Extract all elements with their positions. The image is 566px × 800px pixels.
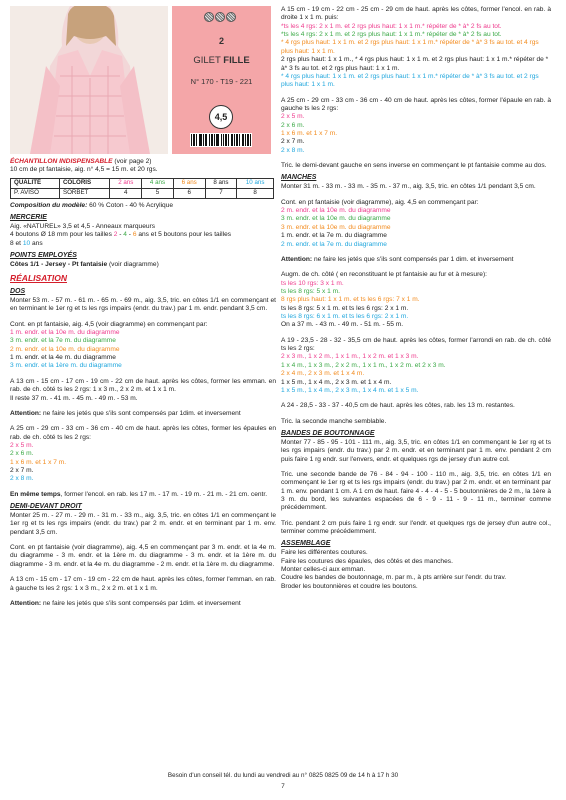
cap-size-4: 1 x 4 m., 1 x 3 m., 2 x 2 m., 1 x 1 m., 1 x 2 m. et 2 x 3 m.: [281, 361, 446, 369]
dos-shoulder-10: 2 x 8 m.: [10, 475, 34, 483]
barcode-bar: [221, 134, 222, 146]
cap-size-8: 1 x 5 m., 1 x 4 m., 2 x 3 m. et 1 x 4 m.: [281, 378, 392, 386]
m3a: 8: [10, 239, 14, 247]
sleeve-increases: Augm. de ch. côté ( en reconstituant le pt fantaisie au fur et à mesure):: [281, 271, 487, 279]
barcode-bar: [245, 134, 246, 146]
barcode-bar: [218, 134, 219, 146]
th-size-6: 6 ans: [173, 178, 205, 188]
barcode-bar: [243, 134, 244, 146]
page-number: 7: [281, 783, 285, 790]
barcode-bar: [191, 134, 192, 146]
ddroit-attention: [10, 600, 276, 608]
left-front-note: Tric. le demi-devant gauche en sens inverse en commençant le pt fantaisie comme au dos.: [281, 162, 547, 170]
left-column: [10, 158, 276, 608]
quality-table-row: [11, 188, 274, 198]
card-title: [172, 55, 271, 67]
dos-shoulder-2: 2 x 5 m.: [10, 441, 34, 449]
right-shoulder: A 25 cm - 29 cm - 33 cm - 36 cm - 40 cm de haut. après les côtes, former l'épaule en rab. à gauche ts les 2 rgs:: [281, 96, 551, 112]
dos-size-8: 1 m. endr. et la 4e m. du diagramme: [10, 354, 116, 362]
dos-size-4: 3 m. endr. et la 7e m. du diagramme: [10, 337, 116, 345]
assembly-3: Monter celles-ci aux emman.: [281, 566, 366, 574]
m2g: ans et 5 boutons pour les tailles: [136, 231, 232, 239]
band-3: Tric. pendant 2 cm puis faire 1 rg endr. sur l'endr. et quelques rgs de jersey d'un autre col., terminer comme précédemment.: [281, 519, 551, 536]
cap-size-10: 1 x 5 m., 1 x 4 m., 2 x 3 m., 1 x 4 m. et 1 x 5 m.: [281, 386, 419, 394]
sleeve-size-2: 2 m. endr. et la 10e m. du diagramme: [281, 207, 391, 215]
inc-size-2: ts les 10 rgs: 3 x 1 m.: [281, 279, 344, 287]
quality-table: [10, 178, 274, 199]
td-coloris: SORBET: [59, 188, 109, 198]
dos-attention-text: ne faire les jetés que s'ils sont compensés par 1dim. et inversement: [41, 409, 241, 417]
dos-attention-label: Attention:: [10, 409, 42, 417]
sleeve-size-8: 1 m. endr. et la 7e m. du diagramme: [281, 232, 387, 240]
yarn-ball-icon: [204, 12, 214, 22]
rs-size-4: 2 x 6 m.: [281, 121, 305, 129]
band-1: Monter 77 - 85 - 95 - 101 - 111 m., aig. 3,5, tric. en côtes 1/1 en commençant le 1er rg et ts les rgs impairs (endr. du trav.) par 2 m. endr. et en terminant par 1 m. env. pendant 2 cm puis faire 1 rg endr. sur l'envers, endr. et quelques rgs de jersey d'un autre col.: [281, 438, 551, 463]
ddroit-pattern: Cont. en pt fantaisie (voir diagramme), aig. 4,5 en commençant par 3 m. endr. et la 4e m. du diagramme - 3 m. endr. et la 1ère m. du diagramme - 3 m. endr. et la 1ère m. du diagramme - 3 m. endr. et la 4e m. du diagramme - 2 m. endr. et la 1ère m. du diagramme.: [10, 544, 276, 568]
sleeve-bind-off: A 24 - 28,5 - 33 - 37 - 40,5 cm de haut. après les côtes, rab. les 13 m. restantes.: [281, 402, 515, 410]
bandes-heading: BANDES DE BOUTONNAGE: [281, 429, 375, 437]
points-note: (voir diagramme): [107, 260, 159, 268]
barcode-bar: [196, 134, 197, 146]
second-sleeve: Tric. la seconde manche semblable.: [281, 417, 387, 425]
echantillon-heading: ÉCHANTILLON INDISPENSABLE: [10, 158, 113, 165]
td-size-4: 5: [142, 188, 174, 198]
dos-shoulder-4: 2 x 6 m.: [10, 450, 34, 458]
td-size-6: 6: [173, 188, 205, 198]
dos-neckline: [10, 491, 276, 499]
needle-size-badge: 4,5: [209, 105, 233, 129]
neck-size-2: *ts les 4 rgs: 2 x 1 m. et 2 rgs plus haut: 1 x 1 m.* répéter de * à* 2 fs au tot.: [281, 22, 502, 30]
dos-cast-on: Monter 53 m. - 57 m. - 61 m. - 65 m. - 69 m., aig. 3,5, tric. en côtes 1/1 en commençant et en terminant le 1er rg et ts les rgs impairs (endr. du trav.) par 1 m. endr. pendant 3,5 cm.: [10, 296, 276, 313]
right-column: [281, 6, 551, 591]
th-coloris: COLORIS: [59, 178, 109, 188]
card-reference: N° 170 - T19 - 221: [190, 77, 253, 86]
realisation-heading: RÉALISATION: [10, 273, 67, 284]
m3d: ans: [30, 239, 43, 247]
points-heading: POINTS EMPLOYÉS: [10, 252, 77, 260]
quality-table-header: [11, 178, 274, 188]
rs-size-8: 2 x 7 m.: [281, 138, 305, 146]
dos-heading: DOS: [10, 288, 26, 296]
girl-cardigan-illustration: [10, 6, 168, 154]
barcode-bar: [201, 134, 202, 146]
barcode-bar: [223, 134, 224, 146]
yarn-ball-icon: [226, 12, 236, 22]
mercerie-heading: MERCERIE: [10, 214, 47, 222]
card-title-b: FILLE: [223, 55, 250, 66]
band-2: Tric. une seconde bande de 76 - 84 - 94 - 100 - 110 m., aig. 3,5, tric. en côtes 1/1 en commençant le 1er rg et ts les rgs impairs (endr. du trav.) par 2 m. endr. et en terminant par 1 m. env. pendant 1 cm. A 1 cm de haut. faire 4 - 4 - 4 - 5 - 5 boutonnières de 2 m., la 1ère à 3 m. du bord, les suivantes espacées de 6 - 9 - 11 - 9 - 11 m., terminer comme précédemment.: [281, 470, 551, 512]
card-title-a: GILET: [193, 55, 221, 66]
th-qualite: QUALITÉ: [11, 178, 60, 188]
barcode-bar: [234, 134, 235, 146]
composition: [10, 202, 276, 210]
dos-pattern-intro: Cont. en pt fantaisie, aig. 4,5 (voir diagramme) en commençant par:: [10, 320, 208, 328]
barcode-bar: [194, 134, 195, 146]
th-size-4: 4 ans: [142, 178, 174, 188]
th-size-10: 10 ans: [237, 178, 274, 188]
neck-size-10: * 4 rgs plus haut: 1 x 1 m. et 2 rgs plus haut: 1 x 1 m.* répéter de * à* 3 fs au tot. et 2 rgs plus haut: 1 x 1 m.: [281, 72, 539, 89]
barcode: [190, 133, 252, 147]
echantillon-note: (voir page 2): [112, 158, 152, 165]
rs-size-10: 2 x 8 m.: [281, 146, 305, 154]
footer-helpline: Besoin d'un conseil tél. du lundi au vendredi au n° 0825 0825 09 de 14 h à 17 h 30: [167, 772, 399, 779]
th-size-2: 2 ans: [110, 178, 142, 188]
yarn-ball-icon: [215, 12, 225, 22]
m2d: 4: [123, 231, 127, 239]
sleeve-size-6: 3 m. endr. et la 10e m. du diagramme: [281, 223, 391, 231]
neck-shaping: A 15 cm - 19 cm - 22 cm - 25 cm - 29 cm de haut. après les côtes, former l'encol. en rab. à droite 1 x 1 m. puis:: [281, 6, 551, 22]
m2c: -: [117, 231, 124, 239]
mercerie-line-1: Aig. «NATUREL» 3,5 et 4,5 - Anneaux marqueurs: [10, 222, 156, 230]
barcode-bar: [239, 134, 240, 146]
dos-neckline-text: , former l'encol. en rab. les 17 m. - 17 m. - 19 m. - 21 m. - 21 cm. centr.: [60, 490, 268, 498]
m3b: et: [13, 239, 23, 247]
assemblage-heading: ASSEMBLAGE: [281, 540, 331, 548]
sleeve-attention: [281, 256, 551, 264]
inc-size-6: 8 rgs plus haut: 1 x 1 m. et ts les 6 rgs: 7 x 1 m.: [281, 296, 420, 304]
echantillon-text: 10 cm de pt fantaisie, aig. n° 4,5 = 15 m. et 20 rgs.: [10, 166, 158, 174]
barcode-bar: [237, 134, 238, 146]
cap-size-2: 2 x 3 m., 1 x 2 m., 1 x 1 m., 1 x 2 m. et 1 x 3 m.: [281, 353, 419, 361]
barcode-bar: [232, 134, 233, 146]
td-qualite: P. AVISO: [11, 188, 60, 198]
th-size-8: 8 ans: [205, 178, 237, 188]
assembly-2: Faire les coutures des épaules, des côtés et des manches.: [281, 557, 453, 565]
ddroit-cast-on: Monter 25 m. - 27 m. - 29 m. - 31 m. - 33 m., aig. 3,5, tric. en côtes 1/1 en commençant le 1er rg et ts les rgs impairs (endr. du trav.) par 2 m. endr. et en terminant par 1 m. env. pendant 3,5 cm.: [10, 511, 276, 536]
cap-size-6: 2 x 4 m., 2 x 3 m. et 1 x 4 m.: [281, 370, 365, 378]
td-size-2: 4: [110, 188, 142, 198]
assembly-5: Broder les boutonnières et coudre les boutons.: [281, 582, 418, 590]
barcode-bar: [228, 134, 229, 146]
dos-size-2: 1 m. endr. et la 10e m. du diagramme: [10, 329, 120, 336]
ddroit-armhole: A 13 cm - 15 cm - 17 cm - 19 cm - 22 cm de haut. après les côtes, former l'emman. en rab. à gauche ts les 2 rgs: 1 x 3 m., 2 x 2 m. et 1 x 1 m.: [10, 576, 276, 592]
inc-size-4: ts les 8 rgs: 5 x 1 m.: [281, 287, 340, 295]
sleeve-total: On a 37 m. - 43 m. - 49 m. - 51 m. - 55 m.: [281, 321, 404, 329]
ddroit-attention-text: ne faire les jetés que s'ils sont compensés par 1dim. et inversement: [41, 599, 241, 607]
points-list: Côtes 1/1 - Jersey - Pt fantaisie: [10, 260, 108, 268]
m3c: 10: [22, 239, 31, 247]
dos-attention: [10, 410, 276, 418]
barcode-bar: [203, 134, 204, 146]
inc-size-8: ts les 8 rgs: 5 x 1 m. et ts les 6 rgs: 2 x 1 m.: [281, 304, 409, 312]
dos-shoulder-6: 1 x 6 m. et 1 x 7 m.: [10, 458, 67, 466]
neck-size-8: 2 rgs plus haut: 1 x 1 m., * 4 rgs plus haut: 1 x 1 m. et 2 rgs plus haut: 1 x 1 m.* répéter de * à* 3 fs au tot. et 2 rgs plus haut: 1 x 1 m.: [281, 56, 549, 72]
ddroit-attention-label: Attention:: [10, 599, 42, 607]
dos-size-6: 2 m. endr. et la 10e m. du diagramme: [10, 345, 120, 353]
dos-size-10: 3 m. endr. et la 1ère m. du diagramme: [10, 362, 122, 370]
td-size-10: 8: [237, 188, 274, 198]
td-size-8: 7: [205, 188, 237, 198]
assembly-1: Faire les différentes coutures.: [281, 549, 368, 557]
dos-shoulder-8: 2 x 7 m.: [10, 467, 34, 475]
sleeve-cap: A 19 - 23,5 - 28 - 32 - 35,5 cm de haut. après les côtes, former l'arrondi en rab. de ch. côté ts les 2 rgs:: [281, 336, 551, 353]
product-card: [172, 6, 271, 154]
card-number: 2: [218, 36, 224, 46]
sleeve-cast-on: Monter 31 m. - 33 m. - 33 m. - 35 m. - 37 m., aig. 3,5, tric. en côtes 1/1 pendant 3,5 cm.: [281, 183, 536, 191]
barcode-bar: [226, 134, 227, 146]
barcode-bar: [214, 134, 215, 146]
dos-remaining: Il reste 37 m. - 41 m. - 45 m. - 49 m. - 53 m.: [10, 394, 138, 402]
sleeve-attention-text: ne faire les jetés que s'ils sont compensés par 1 dim. et inversement: [312, 255, 514, 263]
m2b: 2: [113, 231, 118, 239]
dos-same-time: En même temps: [10, 490, 61, 498]
m2f: 6: [132, 231, 137, 239]
sleeve-attention-label: Attention:: [281, 255, 313, 263]
points-text: [10, 261, 276, 269]
barcode-bar: [248, 134, 249, 146]
composition-text: 60 % Coton - 40 % Acrylique: [87, 201, 174, 209]
barcode-bar: [206, 134, 207, 146]
rs-size-6: 1 x 6 m. et 1 x 7 m.: [281, 130, 338, 138]
mercerie-line-2: [10, 231, 276, 239]
composition-heading: Composition du modèle:: [10, 201, 88, 209]
rs-size-2: 2 x 5 m.: [281, 113, 305, 121]
neck-size-4: *ts les 4 rgs: 2 x 1 m. et 2 rgs plus haut: 1 x 1 m.* répéter de * à* 2 fs au tot.: [281, 31, 502, 39]
neck-size-6: * 4 rgs plus haut: 1 x 1 m. et 2 rgs plus haut: 1 x 1 m.* répéter de * à* 3 fs au tot. et 4 rgs plus haut: 1 x 1 m.: [281, 39, 539, 55]
model-photo: [10, 6, 168, 154]
m2a: 4 boutons Ø 18 mm pour les tailles: [10, 231, 114, 239]
dos-armhole: A 13 cm - 15 cm - 17 cm - 19 cm - 22 cm de haut. après les côtes, former les emman. en rab. de ch. côté ts les 2 rgs: 1 x 3 m., 2 x 2 m. et 1 x 1 m.: [10, 377, 276, 394]
sleeve-size-4: 3 m. endr. et la 10e m. du diagramme: [281, 215, 391, 223]
demi-devant-droit-heading: DEMI-DEVANT DROIT: [10, 503, 82, 511]
mercerie-line-3: [10, 240, 276, 248]
barcode-bar: [212, 134, 213, 146]
inc-size-10: ts les 8 rgs: 6 x 1 m. et ts les 6 rgs: 2 x 1 m.: [281, 313, 409, 321]
manches-heading: MANCHES: [281, 174, 317, 182]
sleeve-pattern-intro: Cont. en pt fantaisie (voir diagramme), aig. 4,5 en commençant par:: [281, 198, 479, 206]
barcode-bar: [250, 134, 251, 146]
m2e: -: [126, 231, 133, 239]
dos-shoulders: A 25 cm - 29 cm - 33 cm - 36 cm - 40 cm de haut. après les côtes, former les épaules en rab. de ch. côté ts les 2 rgs:: [10, 425, 276, 441]
sleeve-size-10: 2 m. endr. et la 7e m. du diagramme: [281, 240, 387, 248]
barcode-bar: [209, 134, 210, 146]
assembly-4: Coudre les bandes de boutonnage, m. par m., à pts arrière sur l'endr. du trav.: [281, 574, 507, 582]
